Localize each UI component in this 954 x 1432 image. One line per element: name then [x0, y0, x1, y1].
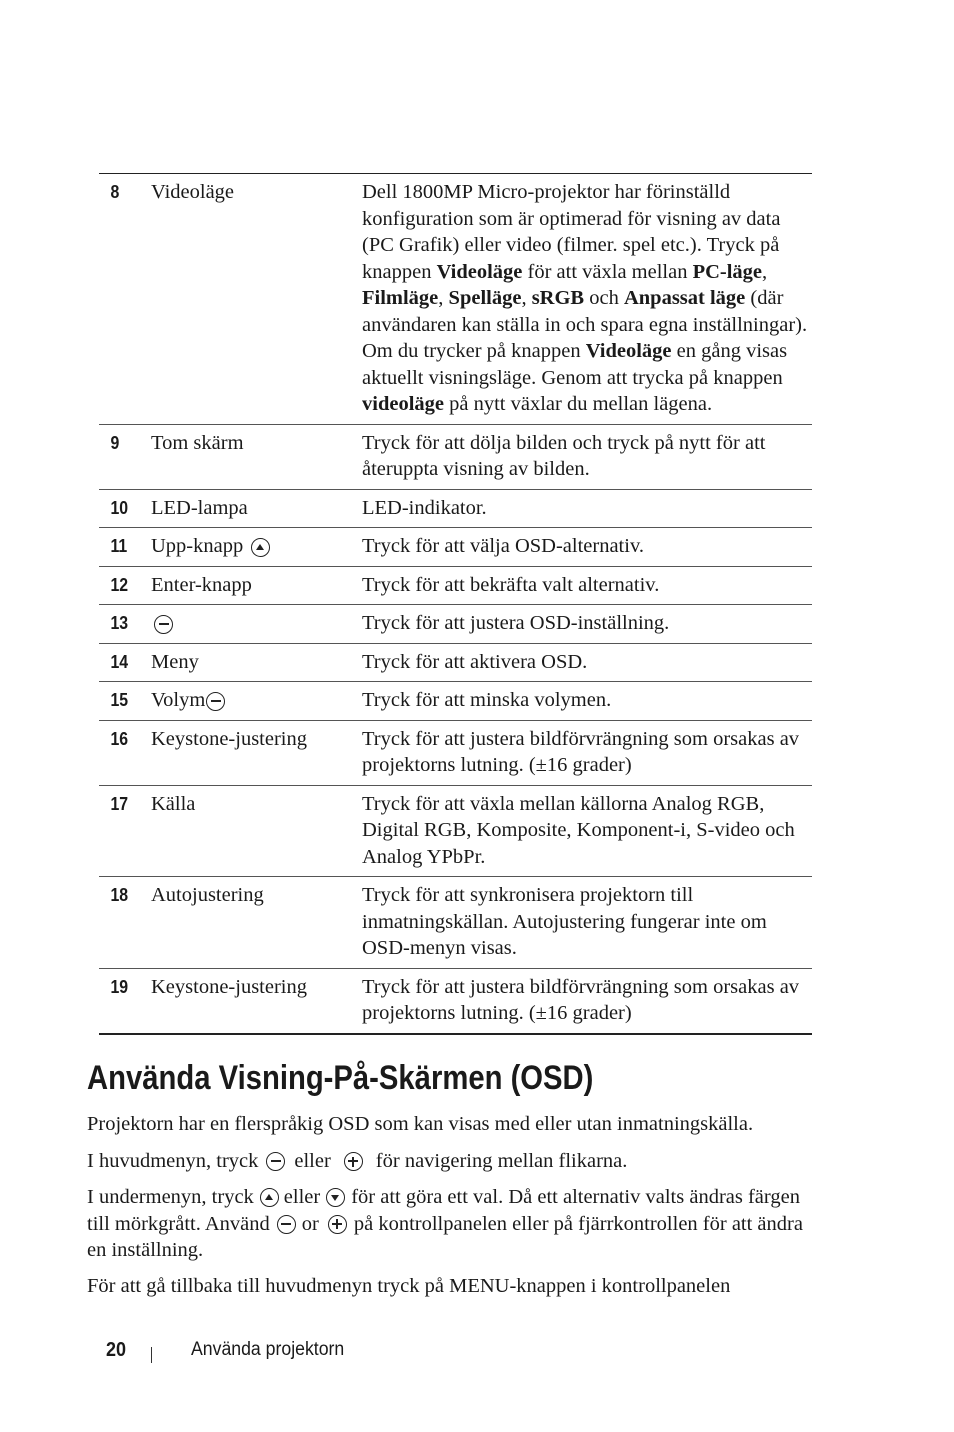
description-text: Tryck för att dölja bilden och tryck på nytt för att återuppta visning av bilden.: [362, 431, 766, 480]
paragraph-intro: Projektorn har en flerspråkig OSD som kan visas med eller utan inmatningskälla.: [87, 1113, 754, 1135]
description-text: Tryck för att växla mellan källorna Analog RGB, Digital RGB, Komposite, Komponent-i, S-video och Analog YPbPr.: [362, 792, 795, 868]
minus-icon: [206, 692, 225, 711]
row-number: 10: [110, 497, 129, 518]
minus-icon: [277, 1215, 296, 1234]
p2-text-c: för navigering mellan flikarna.: [375, 1150, 628, 1172]
description-bold: videoläge: [362, 393, 444, 415]
table-row: [99, 566, 812, 605]
up-icon: [251, 538, 270, 557]
description-bold: Videoläge: [585, 340, 672, 362]
description-bold: Videoläge: [436, 260, 523, 283]
description-text: Tryck för att bekräfta valt alternativ.: [362, 573, 660, 596]
row-number: 15: [110, 690, 129, 710]
row-name-cell: [151, 495, 362, 522]
up-icon: [260, 1188, 279, 1207]
p2-text-b: eller: [294, 1150, 331, 1172]
table-row: [99, 968, 812, 1033]
description-text: Tryck för att aktivera OSD.: [362, 650, 588, 673]
row-name-cell: [151, 179, 362, 418]
p2-text-a: I huvudmenyn, tryck: [87, 1150, 259, 1172]
row-name: LED-lampa: [151, 496, 248, 519]
table-row: [99, 604, 812, 643]
description-bold: Anpassat läge: [623, 287, 746, 309]
p3-text-b: eller: [283, 1186, 321, 1208]
row-description: [362, 791, 812, 871]
row-description: [362, 882, 812, 962]
table-row: [99, 681, 812, 720]
row-number: 18: [110, 885, 129, 905]
row-name-cell: [151, 791, 362, 871]
row-description: [362, 974, 812, 1027]
row-description: [362, 179, 812, 418]
row-number: 14: [110, 651, 129, 672]
description-text: ,: [521, 287, 532, 309]
description-text: och: [584, 287, 624, 309]
row-name-cell: [151, 687, 362, 714]
minus-icon: [266, 1152, 285, 1171]
row-description: [362, 533, 812, 560]
table-row: [99, 527, 812, 566]
row-name: Källa: [151, 792, 196, 815]
row-number: 9: [110, 432, 120, 453]
row-name-cell: [151, 882, 362, 962]
row-name-cell: [151, 610, 362, 637]
description-text: Tryck för att justera bildförvrängning som orsakas av projektorns lutning. (±16 grader): [362, 727, 800, 776]
row-name: Enter-knapp: [151, 573, 252, 596]
row-name: Keystone-justering: [151, 975, 307, 998]
row-number: 11: [110, 536, 128, 556]
description-text: en gång visas aktuellt visningsläge. Genom att trycka på knappen: [362, 340, 788, 389]
row-description: [362, 649, 812, 676]
table-row: [99, 424, 812, 489]
p3-text-d: or: [301, 1212, 319, 1235]
description-text: på nytt växlar du mellan lägena.: [444, 393, 713, 415]
row-description: [362, 572, 812, 599]
description-text: Tryck för att justera OSD-inställning.: [362, 612, 670, 634]
row-description: [362, 610, 812, 637]
row-number: 16: [110, 728, 129, 749]
page-number: 20: [106, 1339, 127, 1361]
description-text: Dell 1800MP Micro-projektor har förinställd konfiguration som är optimerad för visning av data (PC Grafik) eller video (filmer. spel etc.). Tryck på knappen: [362, 181, 781, 283]
row-number: 8: [110, 182, 120, 202]
description-text: ,: [762, 260, 768, 283]
paragraph-sub-menu: [87, 1184, 822, 1264]
footer-divider: [151, 1347, 152, 1363]
description-text: (där användaren kan ställa in och spara egna inställningar). Om du trycker på knappen: [362, 287, 808, 362]
row-name: Autojustering: [151, 884, 264, 906]
row-name: Upp-knapp: [151, 535, 244, 557]
description-text: LED-indikator.: [362, 496, 487, 519]
description-text: Tryck för att justera bildförvrängning som orsakas av projektorns lutning. (±16 grader): [362, 975, 800, 1024]
table-row: [99, 720, 812, 785]
row-name-cell: [151, 533, 362, 560]
description-text: ,: [438, 287, 449, 309]
row-name: Meny: [151, 650, 199, 673]
row-name-cell: [151, 649, 362, 676]
description-bold: Spelläge: [448, 287, 522, 309]
paragraph-back: För att gå tillbaka till huvudmenyn tryck på MENU-knappen i kontrollpanelen: [87, 1275, 731, 1297]
table-row: [99, 489, 812, 528]
description-text: för att växla mellan: [522, 260, 693, 283]
description-bold: PC-läge: [692, 260, 763, 283]
row-name: Videoläge: [151, 181, 235, 203]
plus-icon: [328, 1215, 347, 1234]
row-name: Volym: [151, 689, 206, 711]
row-description: [362, 495, 812, 522]
p3-text-a: I undermenyn, tryck: [87, 1186, 254, 1208]
row-name-cell: [151, 726, 362, 779]
description-text: Tryck för att minska volymen.: [362, 689, 612, 711]
plus-icon: [344, 1152, 363, 1171]
description-text: Tryck för att synkronisera projektorn till inmatningskällan. Autojustering fungerar inte om OSD-menyn visas.: [362, 884, 767, 959]
row-name-cell: [151, 974, 362, 1027]
description-bold: sRGB: [531, 287, 585, 309]
paragraph-main-menu: [87, 1148, 827, 1175]
footer-title: Använda projektorn: [191, 1339, 345, 1360]
p3-text-e: på kontrollpanelen eller på fjärrkontrollen för att ändra en inställning.: [87, 1212, 803, 1261]
description-text: Tryck för att välja OSD-alternativ.: [362, 535, 644, 557]
section-heading: Använda Visning-På-Skärmen (OSD): [87, 1059, 594, 1097]
row-description: [362, 687, 812, 714]
row-name-cell: [151, 430, 362, 483]
minus-icon: [154, 615, 173, 634]
table-row: [99, 643, 812, 682]
row-number: 19: [110, 976, 129, 997]
down-icon: [326, 1188, 345, 1207]
row-name-cell: [151, 572, 362, 599]
row-name: Tom skärm: [151, 431, 244, 454]
table-row: [99, 876, 812, 968]
description-bold: Filmläge: [362, 287, 439, 309]
table-row: [99, 785, 812, 877]
row-number: 12: [110, 574, 129, 595]
row-number: 13: [110, 613, 129, 633]
row-description: [362, 430, 812, 483]
table-row: [99, 174, 812, 424]
row-name: Keystone-justering: [151, 727, 307, 750]
controls-table: [99, 173, 812, 1035]
p3-text-c: för att göra ett val. Då ett alternativ valts ändras färgen till mörkgrått. Använd: [87, 1186, 800, 1235]
row-description: [362, 726, 812, 779]
row-number: 17: [110, 793, 129, 814]
